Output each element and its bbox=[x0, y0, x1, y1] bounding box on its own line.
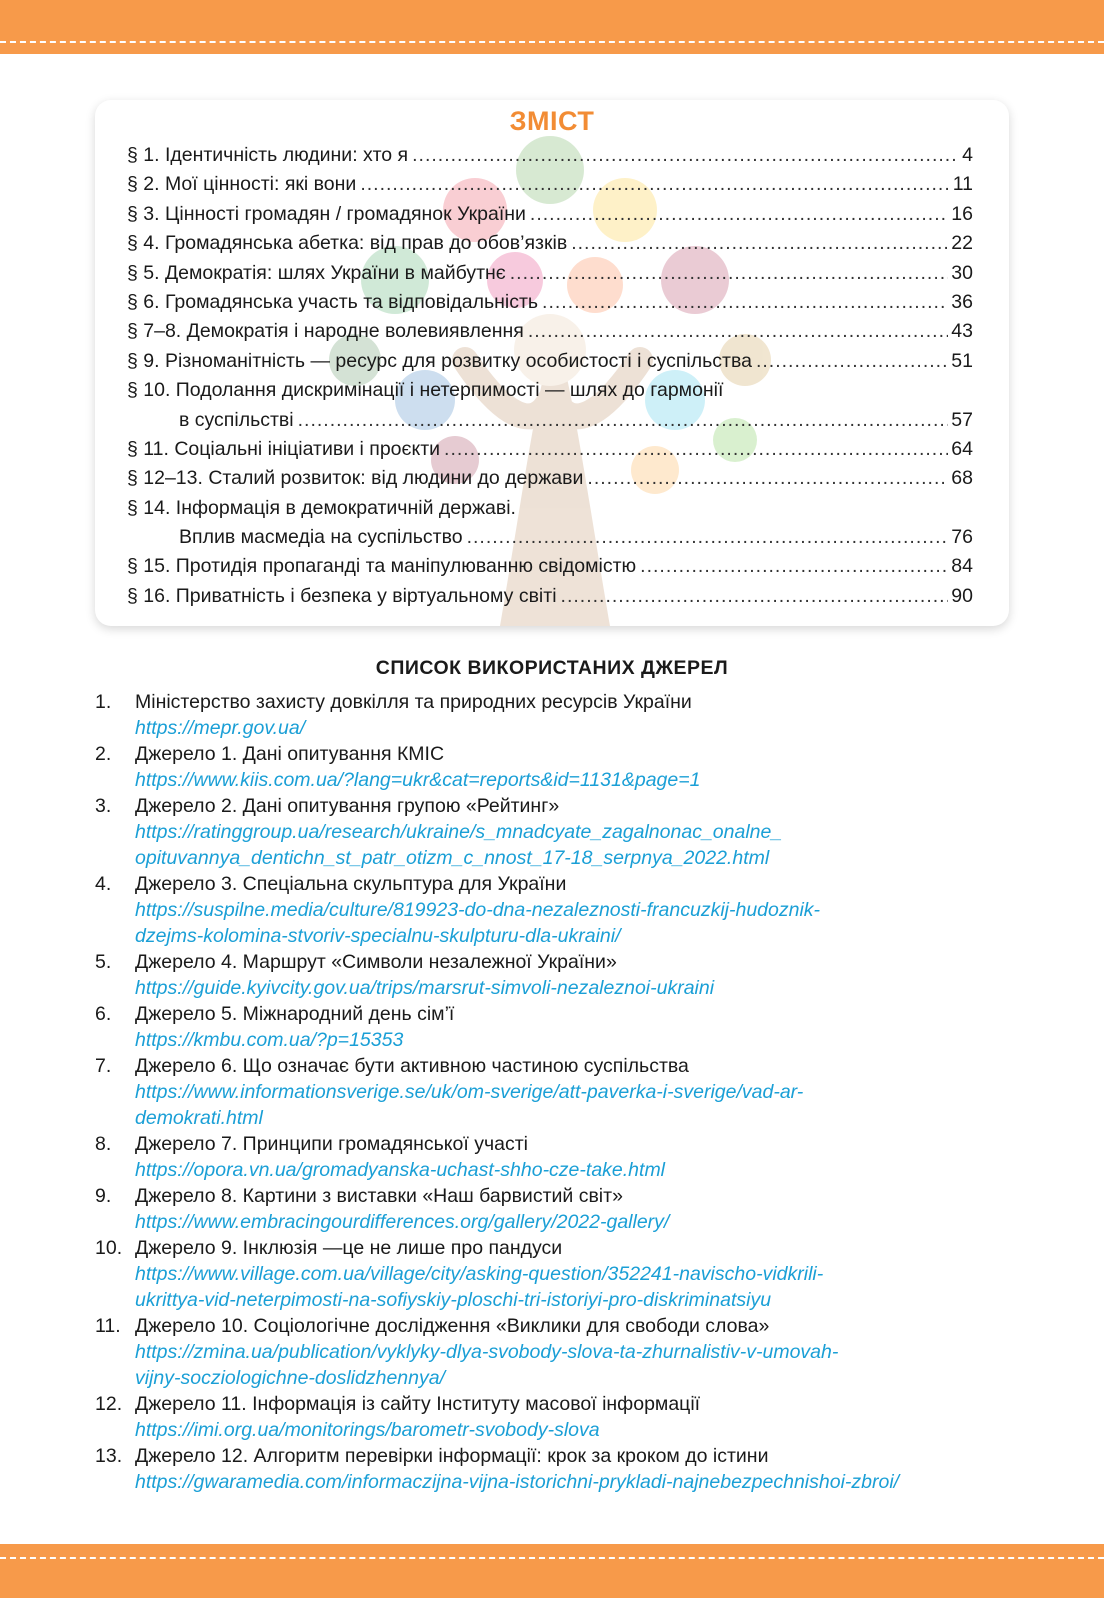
toc-leader bbox=[510, 262, 949, 285]
toc-entry bbox=[127, 320, 973, 349]
toc-leader bbox=[412, 144, 959, 167]
source-link[interactable]: https://kmbu.com.ua/?p=15353 bbox=[135, 1029, 404, 1051]
toc-entry-text: в суспільстві bbox=[179, 408, 294, 431]
toc-entry-text: Вплив масмедіа на суспільство bbox=[179, 526, 463, 549]
source-link[interactable]: https://www.kiis.com.ua/?lang=ukr&cat=reports&id=1131&page=1 bbox=[135, 769, 701, 791]
toc-list bbox=[127, 144, 973, 614]
item-number: 6. bbox=[95, 1003, 112, 1025]
toc-leader bbox=[528, 320, 948, 343]
item-number: 9. bbox=[95, 1185, 112, 1207]
source-link[interactable]: https://suspilne.media/culture/819923-do-dna-nezaleznosti-francuzkij-hudoznik- bbox=[135, 899, 821, 921]
toc-leader bbox=[467, 526, 949, 549]
toc-leader bbox=[542, 291, 948, 314]
toc-entry-page: 57 bbox=[951, 408, 973, 431]
toc-leader bbox=[530, 203, 948, 226]
toc-entry-page: 76 bbox=[951, 526, 973, 549]
item-number: 2. bbox=[95, 743, 112, 765]
toc-entry-page: 51 bbox=[951, 349, 973, 372]
toc-entry bbox=[127, 203, 973, 232]
top-border-band bbox=[0, 0, 1104, 54]
sources-title: СПИСОК ВИКОРИСТАНИХ ДЖЕРЕЛ bbox=[375, 657, 729, 679]
source-link[interactable]: https://gwaramedia.com/informaczijna-vijna-istorichni-prykladi-najnebezpechnishoi-zbroi/ bbox=[135, 1471, 900, 1493]
source-link-continuation[interactable]: dzejms-kolomina-stvoriv-specialnu-skulpturu-dla-ukraini/ bbox=[135, 925, 621, 947]
source-link[interactable]: https://ratinggroup.ua/research/ukraine/s_mnadcyate_zagalnonac_onalne_ bbox=[135, 821, 783, 843]
bottom-border-band bbox=[0, 1544, 1104, 1598]
list-item bbox=[95, 1391, 1015, 1443]
source-link-continuation[interactable]: opituvannya_dentichn_st_patr_otizm_c_nnost_17-18_serpnya_2022.html bbox=[135, 847, 770, 869]
toc-entry-page: 22 bbox=[951, 232, 973, 255]
toc-entry-text: § 2. Мої цінності: які вони bbox=[127, 173, 357, 196]
toc-leader bbox=[561, 585, 949, 608]
source-title: Джерело 1. Дані опитування КМІС bbox=[135, 743, 445, 765]
item-number: 10. bbox=[95, 1237, 123, 1259]
sources-list bbox=[95, 689, 1015, 1495]
source-title: Джерело 8. Картини з виставки «Наш барвистий світ» bbox=[135, 1185, 623, 1207]
list-item bbox=[95, 1131, 1015, 1183]
toc-entry bbox=[127, 585, 973, 614]
list-item bbox=[95, 1235, 1015, 1313]
toc-leader bbox=[640, 555, 948, 578]
toc-entry-text: § 10. Подолання дискримінації і нетерпимості — шлях до гармонії bbox=[127, 379, 724, 402]
source-title: Міністерство захисту довкілля та природних ресурсів України bbox=[135, 691, 692, 713]
top-dashed-line bbox=[0, 41, 1104, 43]
source-title: Джерело 7. Принципи громадянської участі bbox=[135, 1133, 528, 1155]
toc-entry-text: § 14. Інформація в демократичній державі. bbox=[127, 496, 516, 519]
toc-entry-text: § 3. Цінності громадян / громадянок України bbox=[127, 202, 526, 225]
toc-entry-text: § 7–8. Демократія і народне волевиявлення bbox=[127, 320, 524, 343]
toc-entry-page: 4 bbox=[962, 144, 973, 166]
source-link[interactable]: https://mepr.gov.ua/ bbox=[135, 717, 306, 739]
toc-entry-page: 68 bbox=[951, 467, 973, 490]
toc-entry-page: 90 bbox=[951, 584, 973, 607]
toc-entry-page: 84 bbox=[951, 555, 973, 578]
source-title: Джерело 9. Інклюзія —це не лише про пандуси bbox=[135, 1237, 563, 1259]
item-number: 13. bbox=[95, 1445, 123, 1467]
item-number: 5. bbox=[95, 951, 112, 973]
list-item bbox=[95, 689, 1015, 741]
source-title: Джерело 3. Спеціальна скульптура для України bbox=[135, 873, 567, 895]
item-number: 1. bbox=[95, 691, 112, 713]
list-item bbox=[95, 1313, 1015, 1391]
item-number: 7. bbox=[95, 1055, 112, 1077]
source-link[interactable]: https://zmina.ua/publication/vyklyky-dlya-svobody-slova-ta-zhurnalistiv-v-umovah- bbox=[135, 1341, 839, 1363]
toc-leader bbox=[571, 232, 948, 255]
source-link[interactable]: https://guide.kyivcity.gov.ua/trips/marsrut-simvoli-nezaleznoi-ukraini bbox=[135, 977, 715, 999]
toc-entry-page: 11 bbox=[952, 173, 973, 196]
toc-entry-page: 30 bbox=[951, 261, 973, 284]
item-number: 4. bbox=[95, 873, 112, 895]
source-title: Джерело 5. Міжнародний день сім’ї bbox=[135, 1003, 455, 1025]
toc-entry bbox=[127, 555, 973, 584]
toc-entry-page: 64 bbox=[951, 437, 973, 460]
toc-entry-text: § 1. Ідентичність людини: хто я bbox=[127, 144, 409, 166]
toc-entry bbox=[127, 379, 973, 408]
toc-entry-continuation bbox=[127, 409, 973, 438]
source-link-continuation[interactable]: ukrittya-vid-neterpimosti-na-sofiyskiy-ploschi-tri-istoriyi-pro-diskriminatsiyu bbox=[135, 1289, 772, 1311]
list-item bbox=[95, 871, 1015, 949]
toc-entry-page: 16 bbox=[951, 202, 973, 225]
toc-entry-page: 43 bbox=[951, 320, 973, 343]
list-item bbox=[95, 1001, 1015, 1053]
item-number: 3. bbox=[95, 795, 112, 817]
toc-entry-text: § 4. Громадянська абетка: від прав до обов’язків bbox=[127, 232, 568, 255]
list-item bbox=[95, 793, 1015, 871]
list-item bbox=[95, 1443, 1015, 1495]
toc-entry-text: § 5. Демократія: шлях України в майбутнє bbox=[127, 261, 506, 284]
source-title: Джерело 6. Що означає бути активною частиною суспільства bbox=[135, 1055, 689, 1077]
source-link[interactable]: https://www.informationsverige.se/uk/om-sverige/att-paverka-i-sverige/vad-ar- bbox=[135, 1081, 804, 1103]
toc-entry-text: § 16. Приватність і безпека у віртуальному світі bbox=[127, 584, 557, 607]
toc-entry bbox=[127, 144, 973, 173]
toc-entry-text: § 12–13. Сталий розвиток: від людини до держави bbox=[127, 467, 584, 490]
toc-leader bbox=[298, 409, 949, 432]
source-link[interactable]: https://imi.org.ua/monitorings/barometr-svobody-slova bbox=[135, 1419, 600, 1441]
toc-entry bbox=[127, 262, 973, 291]
toc-entry-text: § 6. Громадянська участь та відповідальність bbox=[127, 290, 539, 313]
toc-leader bbox=[587, 467, 948, 490]
toc-leader bbox=[756, 350, 948, 373]
source-title: Джерело 2. Дані опитування групою «Рейтинг» bbox=[135, 795, 560, 817]
list-item bbox=[95, 949, 1015, 1001]
toc-entry-text: § 15. Протидія пропаганді та маніпулюванню свідомістю bbox=[127, 555, 637, 578]
item-number: 8. bbox=[95, 1133, 112, 1155]
source-link[interactable]: https://www.village.com.ua/village/city/asking-question/352241-navischo-vidkrili- bbox=[135, 1263, 824, 1285]
item-number: 12. bbox=[95, 1393, 123, 1415]
toc-leader bbox=[444, 438, 948, 461]
toc-entry-continuation bbox=[127, 526, 973, 555]
toc-title: ЗМІСТ bbox=[509, 106, 595, 136]
toc-entry-text: § 11. Соціальні ініціативи і проєкти bbox=[127, 437, 441, 460]
toc-entry bbox=[127, 467, 973, 496]
bottom-dashed-line bbox=[0, 1557, 1104, 1559]
source-link[interactable]: https://opora.vn.ua/gromadyanska-uchast-shho-cze-take.html bbox=[135, 1159, 666, 1181]
source-title: Джерело 12. Алгоритм перевірки інформації: крок за кроком до істини bbox=[135, 1445, 769, 1467]
toc-entry bbox=[127, 350, 973, 379]
source-title: Джерело 10. Соціологічне дослідження «Виклики для свободи слова» bbox=[135, 1315, 770, 1337]
source-link[interactable]: https://www.embracingourdifferences.org/gallery/2022-gallery/ bbox=[135, 1211, 670, 1233]
item-number: 11. bbox=[95, 1315, 121, 1337]
source-link-continuation[interactable]: vijny-socziologichne-doslidzhennya/ bbox=[135, 1367, 446, 1389]
toc-entry-page: 36 bbox=[951, 290, 973, 313]
source-title: Джерело 4. Маршрут «Символи незалежної України» bbox=[135, 951, 617, 973]
toc-entry bbox=[127, 291, 973, 320]
toc-entry bbox=[127, 173, 973, 202]
toc-entry bbox=[127, 232, 973, 261]
table-of-contents-card bbox=[95, 100, 1009, 626]
source-title: Джерело 11. Інформація із сайту Інституту масової інформації bbox=[135, 1393, 701, 1415]
list-item bbox=[95, 1053, 1015, 1131]
toc-entry bbox=[127, 438, 973, 467]
toc-leader bbox=[360, 173, 949, 196]
list-item bbox=[95, 741, 1015, 793]
list-item bbox=[95, 1183, 1015, 1235]
source-link-continuation[interactable]: demokrati.html bbox=[135, 1107, 263, 1129]
toc-entry-text: § 9. Різноманітність — ресурс для розвитку особистості і суспільства bbox=[127, 349, 752, 372]
toc-entry bbox=[127, 497, 973, 526]
